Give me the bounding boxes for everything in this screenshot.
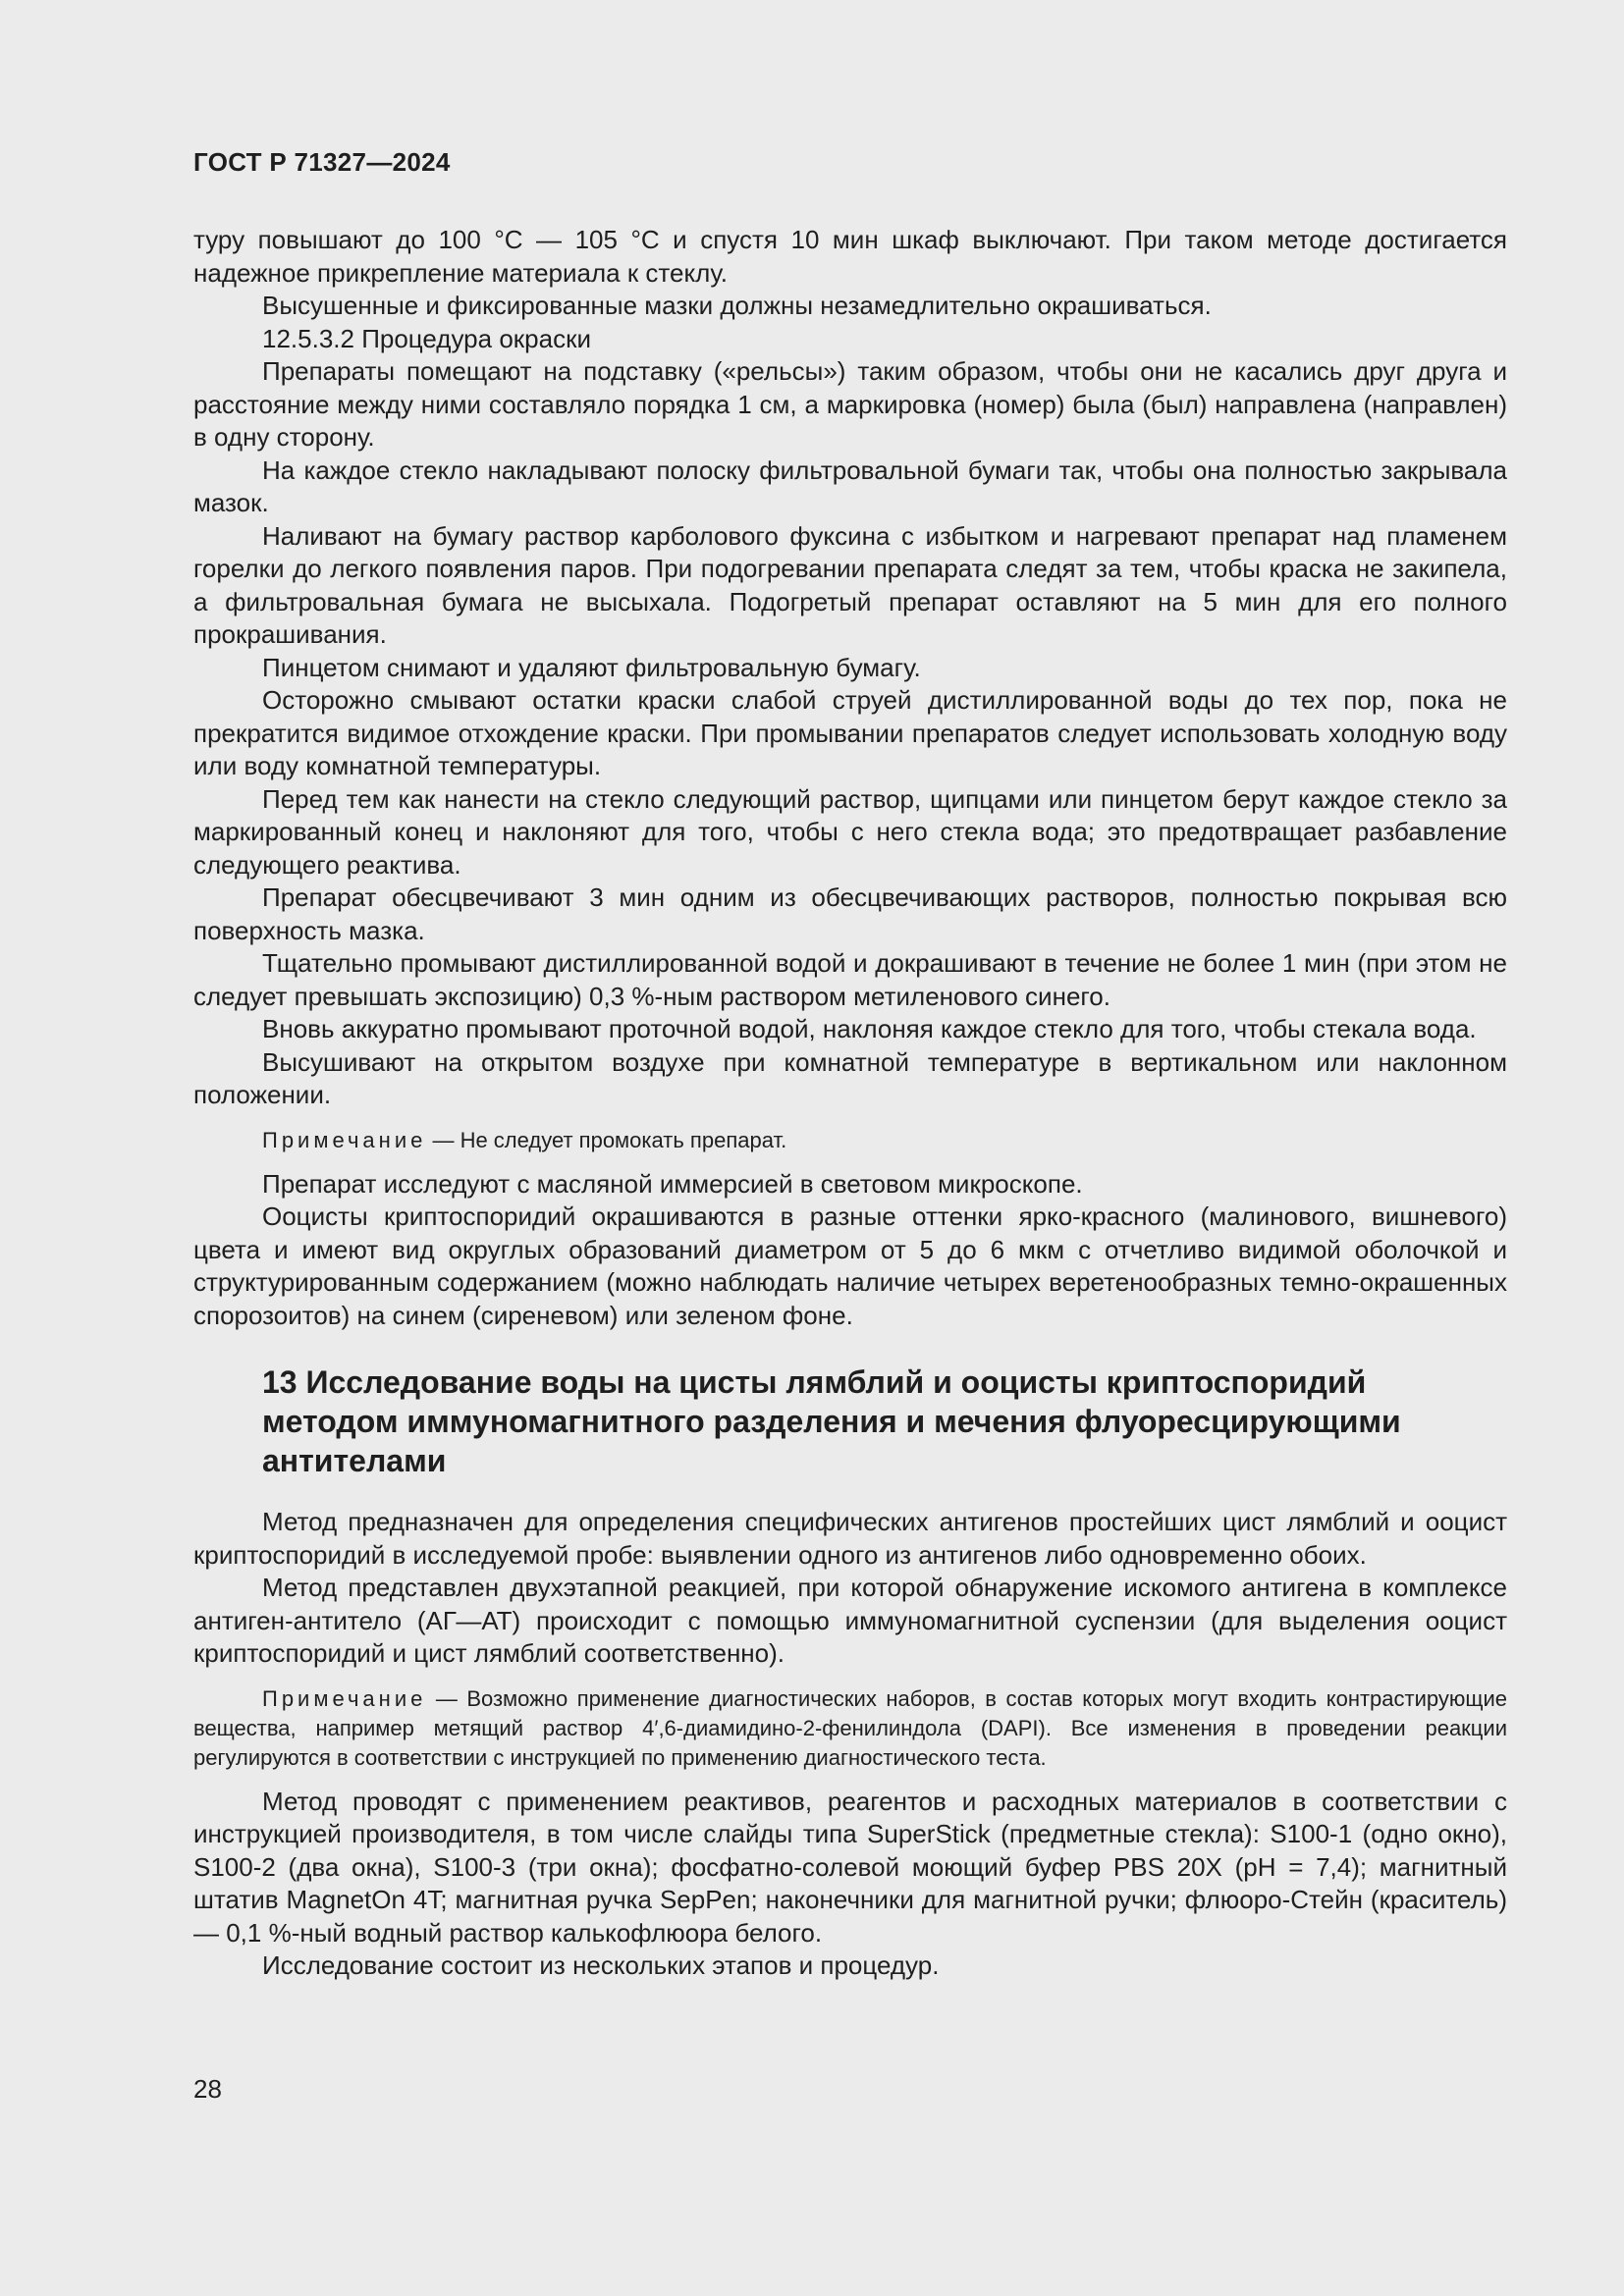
paragraph-slides-placement: Препараты помещают на подставку («рельсы») таким образом, чтобы они не касались друг друга и расстояние между ними составляло порядка 1 см, а маркировка (номер) была (был) направлена (направлен) в одну сторону. bbox=[193, 356, 1507, 452]
note-label: Примечание bbox=[262, 1685, 427, 1711]
paragraph-two-stage-reaction: Метод представлен двухэтапной реакцией, при которой обнаружение искомого антигена в комплексе антиген-антитело (АГ—АТ) происходит с помощью иммуномагнитной суспензии (для выделения ооцист криптоспоридий и цист лямблий соответственно). bbox=[193, 1573, 1507, 1668]
note-text: — Не следует промокать препарат. bbox=[426, 1127, 787, 1152]
paragraph-rinse-stain: Осторожно смывают остатки краски слабой струей дистиллированной воды до тех пор, пока не прекратится видимое отхождение краски. При промывании препаратов следует использовать холодную воду или воду комнатной температуры. bbox=[193, 685, 1507, 780]
paragraph-tilt-slide: Перед тем как нанести на стекло следующий раствор, щипцами или пинцетом берут каждое стекло за маркированный конец и наклоняют для того, чтобы с него стекла вода; это предотвращает разбавление следующего реактива. bbox=[193, 783, 1507, 880]
paragraph-stages: Исследование состоит из нескольких этапов и процедур. bbox=[262, 1950, 940, 1980]
paragraph-rinse-again: Вновь аккуратно промывают проточной водой, наклоняя каждое стекло для того, чтобы стекала вода. bbox=[262, 1014, 1477, 1043]
paragraph-oil-immersion: Препарат исследуют с масляной иммерсией в световом микроскопе. bbox=[262, 1168, 1083, 1199]
note-diagnostic-kits bbox=[193, 1684, 1507, 1773]
paragraph-reagents-materials: Метод проводят с применением реактивов, реагентов и расходных материалов в соответствии с инструкцией производителя, в том числе слайды типа SuperStick (предметные стекла): S100-1 (одно окно), S100-2 (два окна), S100-3 (три окна); фосфатно-солевой моющий буфер PBS 20X (pH = 7,4); магнитный штатив MagnetOn 4T; магнитная ручка SepPen; наконечники для магнитной ручки; флюоро-Стейн (краситель) — 0,1 %-ный водный раствор калькофлюора белого. bbox=[193, 1786, 1507, 1948]
paragraph-staining-requirement: Высушенные и фиксированные мазки должны незамедлительно окрашиваться. bbox=[262, 291, 1212, 320]
paragraph-method-purpose: Метод предназначен для определения специфических антигенов простейших цист лямблий и ооцист криптоспоридий в исследуемой пробе: выявлении одного из антигенов либо одновременно обоих. bbox=[193, 1507, 1507, 1570]
page-number: 28 bbox=[193, 2074, 222, 2104]
note-text: — Возможно применение диагностических наборов, в состав которых могут входить контрастирующие вещества, например метящий раствор 4′,6-диамидино-2-фенилиндола (DAPI). Все изменения в проведении реакции регулируются в соответствии с инструкцией по применению диагностического теста. bbox=[193, 1685, 1507, 1770]
note-no-blotting bbox=[193, 1126, 1507, 1155]
page-content bbox=[193, 224, 1507, 1983]
paragraph-methylene-blue: Тщательно промывают дистиллированной водой и докрашивают в течение не более 1 мин (при этом не следует превышать экспозицию) 0,3 %-ным раствором метиленового синего. bbox=[193, 948, 1507, 1011]
page-header-doc-code: ГОСТ Р 71327—2024 bbox=[193, 147, 451, 177]
subsection-heading-12-5-3-2: 12.5.3.2 Процедура окраски bbox=[262, 323, 591, 353]
paragraph-filter-paper: На каждое стекло накладывают полоску фильтровальной бумаги так, чтобы она полностью закрывала мазок. bbox=[193, 454, 1507, 517]
paragraph-oocyst-appearance: Ооцисты криптоспоридий окрашиваются в разные оттенки ярко-красного (малинового, вишневого) цвета и имеют вид округлых образований диаметром от 5 до 6 мкм с отчетливо видимой оболочкой и структурированным содержанием (можно наблюдать наличие четырех веретенообразных темно-окрашенных спорозоитов) на синем (сиреневом) или зеленом фоне. bbox=[193, 1201, 1507, 1330]
paragraph-drying-temperature: туру повышают до 100 °С — 105 °С и спустя 10 мин шкаф выключают. При таком методе достигается надежное прикрепление материала к стеклу. bbox=[193, 225, 1507, 288]
section-heading-13: 13 Исследование воды на цисты лямблий и ооцисты криптоспоридий методом иммуномагнитного разделения и мечения флуоресцирующими антителами bbox=[262, 1364, 1401, 1478]
note-label: Примечание bbox=[262, 1127, 427, 1152]
paragraph-decolorize: Препарат обесцвечивают 3 мин одним из обесцвечивающих растворов, полностью покрывая всю поверхность мазка. bbox=[193, 882, 1507, 945]
paragraph-remove-paper: Пинцетом снимают и удаляют фильтровальную бумагу. bbox=[262, 652, 921, 682]
paragraph-carbol-fuchsin: Наливают на бумагу раствор карболового фуксина с избытком и нагревают препарат над пламенем горелки до легкого появления паров. При подогревании препарата следят за тем, чтобы краска не закипела, а фильтровальная бумага не высыхала. Подогретый препарат оставляют на 5 мин для его полного прокрашивания. bbox=[193, 520, 1507, 649]
paragraph-air-dry: Высушивают на открытом воздухе при комнатной температуре в вертикальном или наклонном положении. bbox=[193, 1046, 1507, 1109]
